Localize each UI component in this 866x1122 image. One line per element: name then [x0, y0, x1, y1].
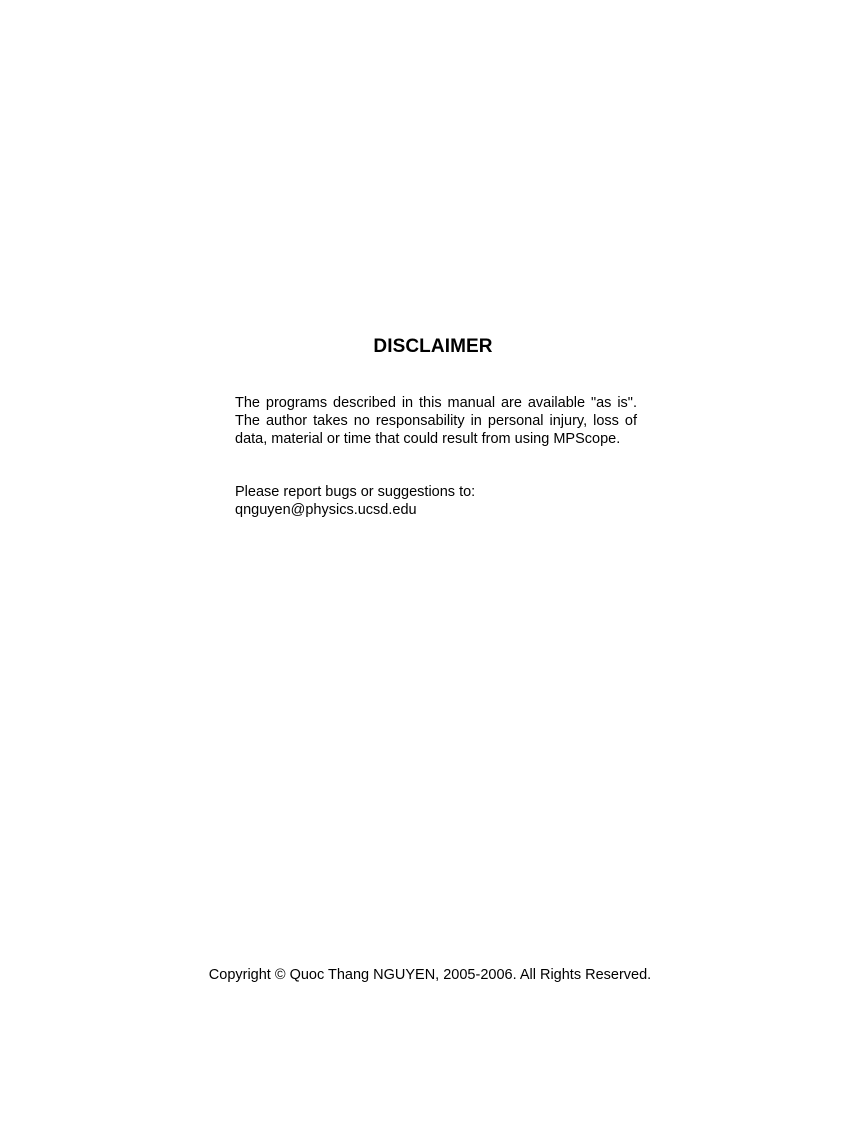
- copyright-notice: Copyright © Quoc Thang NGUYEN, 2005-2006. All Rights Reserved.: [208, 967, 652, 983]
- disclaimer-paragraph: The programs described in this manual are available "as is". The author takes no responsability in personal injury, loss of data, material or time that could result from using MPScope.: [235, 395, 637, 447]
- contact-paragraph: [235, 483, 637, 519]
- contact-instruction: Please report bugs or suggestions to:: [235, 484, 476, 500]
- page-title: DISCLAIMER: [373, 336, 493, 357]
- contact-email: qnguyen@physics.ucsd.edu: [235, 502, 417, 518]
